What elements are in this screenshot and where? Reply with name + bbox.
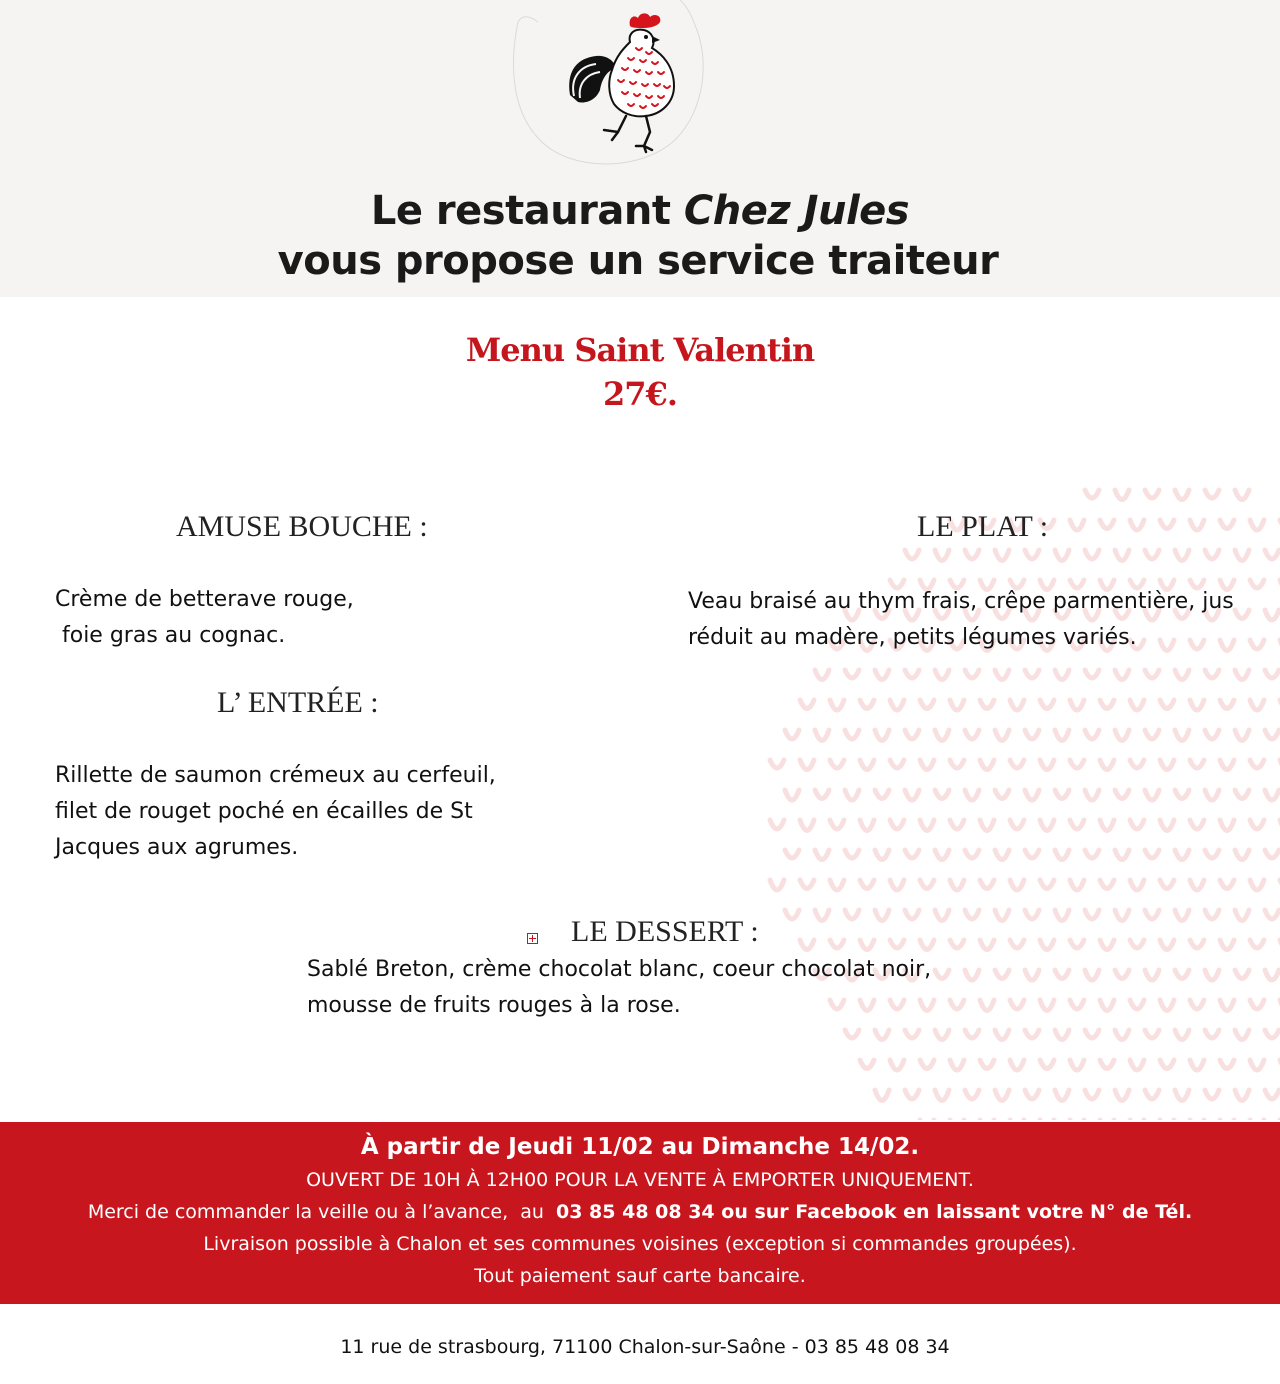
banner-dates: À partir de Jeudi 11/02 au Dimanche 14/02. (360, 1134, 920, 1160)
amuse-bouche-line: Crème de betterave rouge, (55, 587, 354, 612)
page-headline (0, 186, 1280, 286)
headline-line2: vous propose un service traiteur (277, 238, 999, 284)
plat-line: Veau braisé au thym frais, crêpe parmentière, jus (688, 589, 1234, 614)
rooster-logo (500, 0, 720, 172)
plat-line: réduit au madère, petits légumes variés. (688, 625, 1137, 650)
anchor-plus-icon[interactable] (527, 933, 538, 944)
info-banner (0, 1122, 1280, 1304)
header-band (0, 0, 1280, 297)
plat-text (688, 584, 1234, 656)
dessert-text (307, 952, 931, 1024)
amuse-bouche-line: foie gras au cognac. (55, 623, 286, 648)
banner-payment: Tout paiement sauf carte bancaire. (474, 1265, 806, 1287)
amuse-bouche-heading: AMUSE BOUCHE : (176, 510, 428, 543)
entree-line: filet de rouget poché en écailles de St (55, 799, 473, 824)
banner-hours: OUVERT DE 10H À 12H00 POUR LA VENTE À EMPORTER UNIQUEMENT. (306, 1169, 974, 1191)
dessert-heading: LE DESSERT : (571, 915, 759, 948)
entree-line: Jacques aux agrumes. (55, 835, 299, 860)
entree-text (55, 758, 496, 866)
footer-address: 11 rue de strasbourg, 71100 Chalon-sur-Saône - 03 85 48 08 34 (340, 1336, 950, 1358)
banner-delivery: Livraison possible à Chalon et ses communes voisines (exception si commandes groupées). (203, 1233, 1077, 1255)
entree-heading: L’ ENTRÉE : (217, 686, 379, 719)
headline-prefix: Le restaurant (370, 188, 684, 234)
restaurant-name: Chez Jules (683, 188, 910, 234)
menu-price: 27€. (603, 375, 677, 413)
dessert-line: mousse de fruits rouges à la rose. (307, 993, 681, 1018)
plat-heading: LE PLAT : (917, 510, 1049, 543)
banner-order (0, 1197, 1280, 1227)
dessert-line: Sablé Breton, crème chocolat blanc, coeur chocolat noir, (307, 957, 932, 982)
banner-order-text: Merci de commander la veille ou à l’avance, au (87, 1201, 556, 1223)
amuse-bouche-text (55, 582, 354, 654)
menu-title-block (0, 328, 1280, 416)
menu-title: Menu Saint Valentin (465, 331, 815, 369)
entree-line: Rillette de saumon crémeux au cerfeuil, (55, 763, 496, 788)
banner-order-contact: 03 85 48 08 34 ou sur Facebook en laissant votre N° de Tél. (555, 1201, 1193, 1223)
